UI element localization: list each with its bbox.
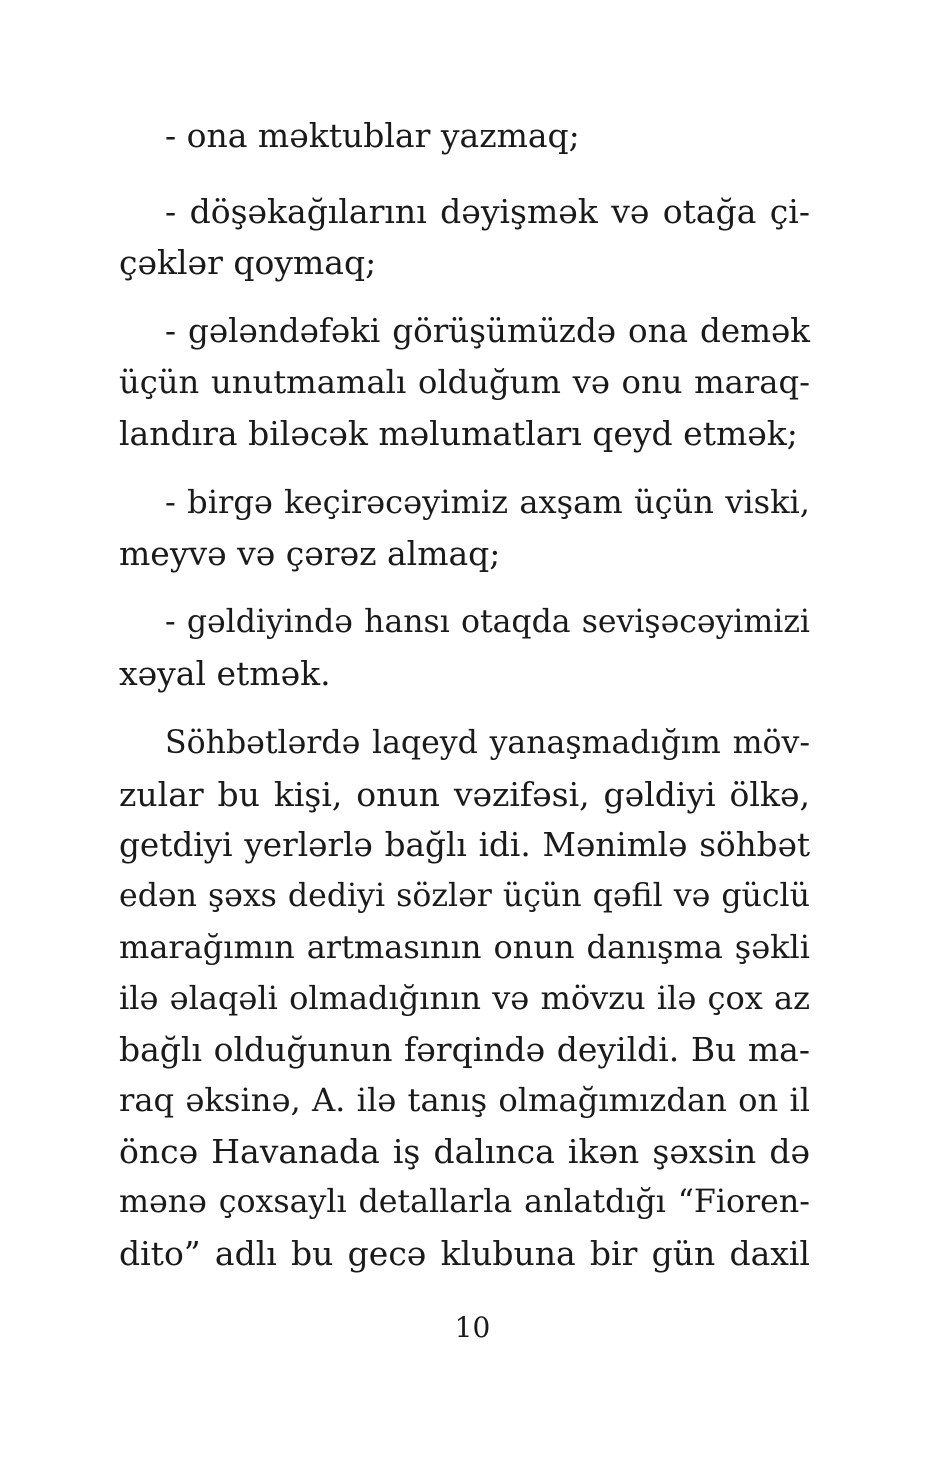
list-item-buy-whisky xyxy=(119,477,810,579)
list-item-write-letters xyxy=(119,110,810,161)
text-line: ilə əlaqəli olmadığının və mövzu ilə çox az xyxy=(119,979,810,1017)
text-line: çəklər qoymaq; xyxy=(119,243,377,282)
text-line: - döşəkağılarını dəyişmək və otağa çi- xyxy=(165,192,810,231)
text-line: öncə Havanada iş dalınca ikən şəxsin də xyxy=(119,1132,810,1171)
text-line: xəyal etmək. xyxy=(119,654,331,693)
body-paragraph xyxy=(119,718,810,1279)
list-item-imagine-room xyxy=(119,597,810,699)
text-line: - gəldiyində hansı otaqda sevişəcəyimizi xyxy=(165,604,810,640)
text-line: raq əksinə, A. ilə tanış olmağımızdan on il xyxy=(119,1081,810,1119)
text-line: marağımın artmasının onun danışma şəkli xyxy=(119,928,810,966)
page-number: 10 xyxy=(454,1311,491,1344)
text-line: getdiyi yerlərlə bağlı idi. Mənimlə söhbət xyxy=(119,826,810,864)
text-line: - ona məktublar yazmaq; xyxy=(165,116,580,155)
text-line: edən şəxs dediyi sözlər üçün qəfil və güclü xyxy=(119,878,810,914)
text-line: zular bu kişi, onun vəzifəsi, gəldiyi ölkə, xyxy=(119,775,810,814)
text-line: meyvə və çərəz almaq; xyxy=(119,534,501,573)
text-line: bağlı olduğunun fərqində deyildi. Bu ma- xyxy=(119,1030,810,1069)
list-item-note-information xyxy=(119,306,810,459)
text-line: - gələndəfəki görüşümüzdə ona demək xyxy=(165,312,810,350)
text-line: dito” adlı bu gecə klubuna bir gün daxil xyxy=(119,1234,810,1273)
text-line: - birgə keçirəcəyimiz axşam üçün viski, xyxy=(165,483,810,521)
text-line: landıra biləcək məlumatları qeyd etmək; xyxy=(119,414,798,453)
text-line: Söhbətlərdə laqeyd yanaşmadığım möv- xyxy=(165,725,810,761)
text-line: mənə çoxsaylı detallarla anlatdığı “Fioren- xyxy=(119,1184,810,1220)
list-item-change-sheets xyxy=(119,186,810,288)
text-line: üçün unutmamalı olduğum və onu maraq- xyxy=(119,363,810,401)
